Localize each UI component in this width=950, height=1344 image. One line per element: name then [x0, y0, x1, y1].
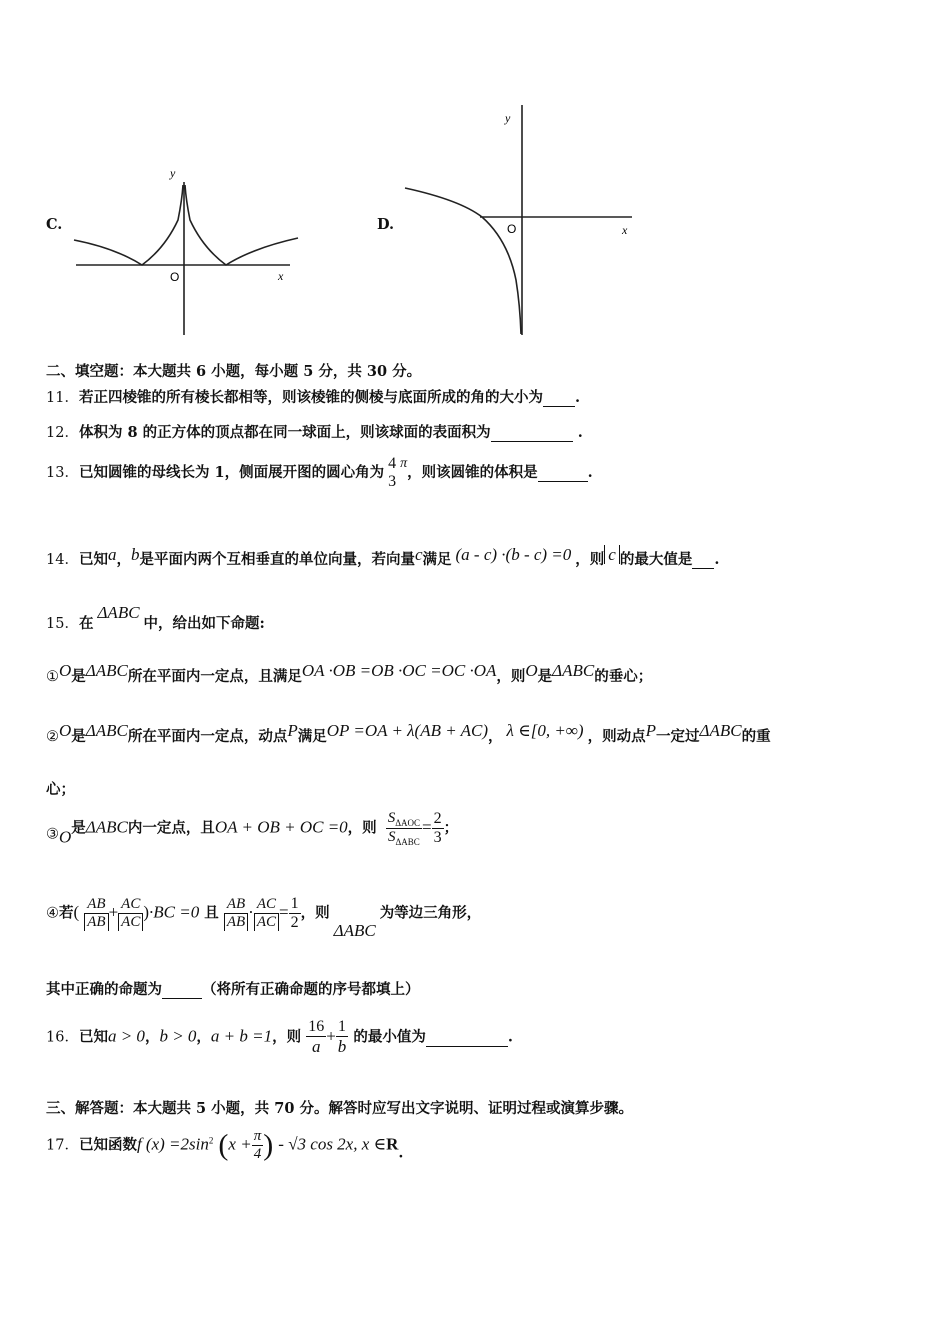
graph-c-y-label: y — [170, 166, 176, 180]
proposition-3: ③O是ΔABC内一定点，且OA + OB + OC =0，则 $\frac{S_{\Delta AOC}}{S_{\Delta ABC}}$ = $\frac{2}{3}$ ； — [46, 810, 459, 847]
graph-c-origin: O — [170, 270, 180, 284]
graph-d-x-label: x — [622, 223, 628, 237]
graph-c-right-curve — [185, 185, 298, 265]
graph-d-y-label: y — [505, 111, 511, 125]
question-17: 17．已知函数f $(x) =2\sin^2$ (x + $\frac{\pi}{4}$ ) - √3 cos 2x, x ∈R. — [46, 1128, 404, 1162]
option-c-label: C. — [46, 216, 63, 233]
proposition-1: ①O是ΔABC所在平面内一定点，且满足OA ·OB =OB ·OC =OC ·OA，则O是ΔABC的垂心； — [46, 661, 653, 685]
graph-c-x-label: x — [278, 269, 284, 283]
answer-blank-16[interactable] — [426, 1029, 508, 1047]
graph-c — [70, 160, 310, 340]
graph-d-curve — [405, 188, 521, 334]
question-15-answer: 其中正确的命题为 （将所有正确命题的序号都填上） — [46, 981, 420, 998]
question-11: 11．若正四棱锥的所有棱长都相等，则该棱锥的侧棱与底面所成的角的大小为 . — [46, 389, 581, 406]
section-2-title: 二、填空题：本大题共 6 小题，每小题 5 分，共 30 分。 — [46, 363, 422, 380]
answer-blank-11[interactable] — [543, 389, 575, 407]
question-15: 15．在ΔABC中，给出如下命题: — [46, 603, 265, 632]
proposition-2: ②O是ΔABC所在平面内一定点，动点P满足OP =OA + λ(AB + AC)， λ ∈[0, +∞) ，则动点P一定过ΔABC的重 — [46, 721, 771, 745]
question-13: 13．已知圆锥的母线长为 1，侧面展开图的圆心角为 4 3 π，则该圆锥的体积是 . — [46, 455, 593, 490]
section-3-title: 三、解答题：本大题共 5 小题，共 70 分。解答时应写出文字说明、证明过程或演算步骤。 — [46, 1100, 633, 1117]
question-14: 14．已知a，b是平面内两个互相垂直的单位向量，若向量c满足 (a - c) ·(b - c) =0 ，则 c 的最大值是 . — [46, 545, 720, 568]
question-16: 16．已知a > 0，b > 0，a + b =1，则 $\frac{16}{a}$ + $\frac{1}{b}$ 的最小值为 . — [46, 1018, 513, 1056]
graph-c-left-curve — [74, 185, 183, 265]
answer-blank-14[interactable] — [692, 551, 714, 569]
proposition-4: ④若( $\frac{AB}{AB}$ + $\frac{AC}{AC}$ )·BC =0 且 $\frac{AB}{AB}$ · $\frac{AC}{AC}$ = $\frac{1}{2}$ ，则ΔABC为等边三角形， — [46, 895, 482, 940]
answer-blank-13[interactable] — [538, 464, 588, 482]
question-12: 12．体积为 8 的正方体的顶点都在同一球面上，则该球面的表面积为 . — [46, 424, 583, 441]
answer-blank-12[interactable] — [491, 424, 573, 442]
option-d-label: D. — [377, 216, 395, 233]
graph-d-origin: O — [507, 222, 517, 236]
graph-d — [400, 100, 650, 340]
answer-blank-15[interactable] — [162, 981, 202, 999]
proposition-2-wrap: 心； — [46, 781, 75, 798]
